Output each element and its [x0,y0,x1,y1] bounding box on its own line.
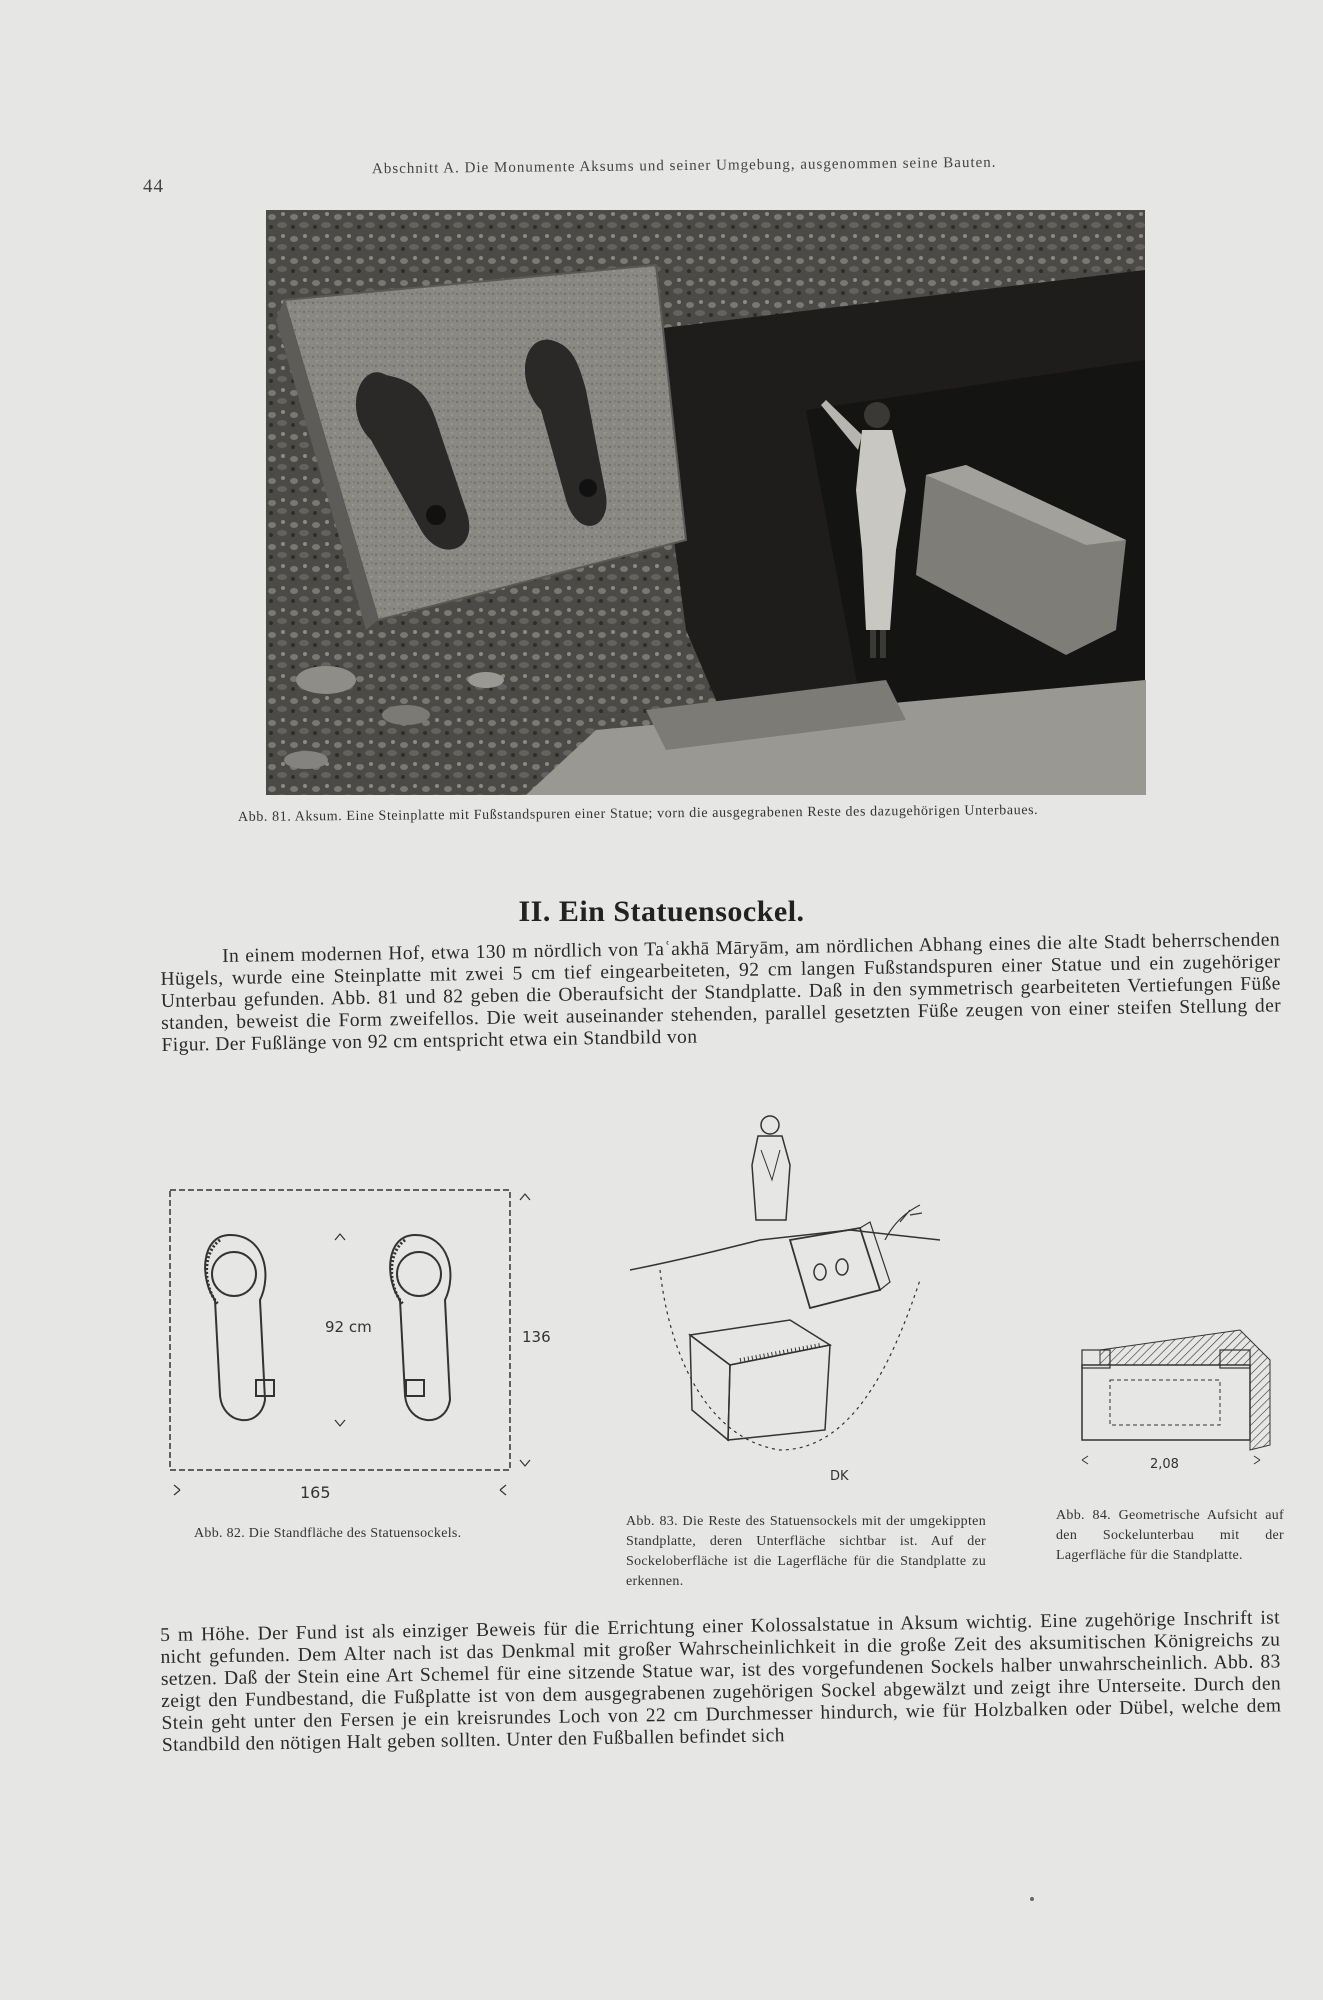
section-heading: II. Ein Statuensockel. [518,895,805,928]
figure-83-caption: Abb. 83. Die Reste des Statuensockels mit der umgekippten Standplatte, deren Unterfläche sichtbar ist. Auf der Sockeloberfläche ist die Lagerfläche für die Standplatte zu erkennen. [626,1514,986,1589]
figure-82-width-label: 165 [300,1483,331,1502]
body-paragraph-2 [160,1607,1282,1757]
figure-84-width-label: 2,08 [1150,1457,1179,1472]
figure-82-length-label: 92 cm [325,1318,372,1336]
body-paragraph-1 [160,929,1282,1057]
paper-speck [1030,1897,1034,1901]
figure-82-height-label: 136 [522,1328,551,1346]
paragraph-2-text: 5 m Höhe. Der Fund ist als einziger Beweis für die Errichtung einer Kolossalstatue in Aksum wichtig. Eine zugehörige Inschrift ist nicht gefunden. Dem Alter nach ist das Denkmal mit großer Wahrscheinlichkeit in die große Zeit des aksumitischen Königreichs zu setzen. Daß der Stein eine Art Schemel für eine sitzende Statue war, ist des vorgefundenen Sockels halber unwahrscheinlich. Abb. 83 zeigt den Fundbestand, die Fußplatte ist von dem ausgegrabenen zugehörigen Sockel abgewälzt und zeigt ihre Unterseite. Durch den Stein geht unter den Fersen je ein kreisrundes Loch von 22 cm Durchmesser hindurch, wie für Holzbalken oder Dübel, welche dem Standbild den nötigen Halt geben sollten. Unter den Fußballen befindet sich [160,1607,1282,1756]
figure-82-drawing [160,1180,551,1520]
paragraph-1-text: In einem modernen Hof, etwa 130 m nördlich von Taʿakhā Māryām, am nördlichen Abhang eines die alte Stadt beherrschenden Hügels, wurde eine Steinplatte mit zwei 5 cm tief eingearbeiteten, 92 cm langen Fußstandspuren einer Statue und ein zugehöriger Unterbau gefunden. Abb. 81 und 82 geben die Oberaufsicht der Standplatte. Daß in den symmetrisch gearbeiteten Vertiefungen Füße standen, beweist die Form zweifellos. Die weit auseinander stehenden, parallel gesetzten Füße zeugen von einer steifen Stellung der Figur. Der Fußlänge von 92 cm entspricht etwa ein Standbild von [160,929,1282,1056]
figure-81-photo [266,210,1145,795]
figure-83-signature: DK [830,1469,849,1484]
running-header: Abschnitt A. Die Monumente Aksums und seiner Umgebung, ausgenommen seine Bauten. [371,154,997,178]
figure-81-caption: Abb. 81. Aksum. Eine Steinplatte mit Fußstandspuren einer Statue; vorn die ausgegrabenen Reste des dazugehörigen Unterbaues. [237,803,1039,825]
page-number: 44 [143,176,164,197]
figure-84-drawing [1070,1300,1280,1500]
figure-84-caption: Abb. 84. Geometrische Aufsicht auf den Sockelunterbau mit der Lagerfläche für die Standplatte. [1056,1508,1284,1563]
figure-82-caption: Abb. 82. Die Standfläche des Statuensockels. [194,1526,462,1541]
figure-83-drawing [620,1110,970,1500]
